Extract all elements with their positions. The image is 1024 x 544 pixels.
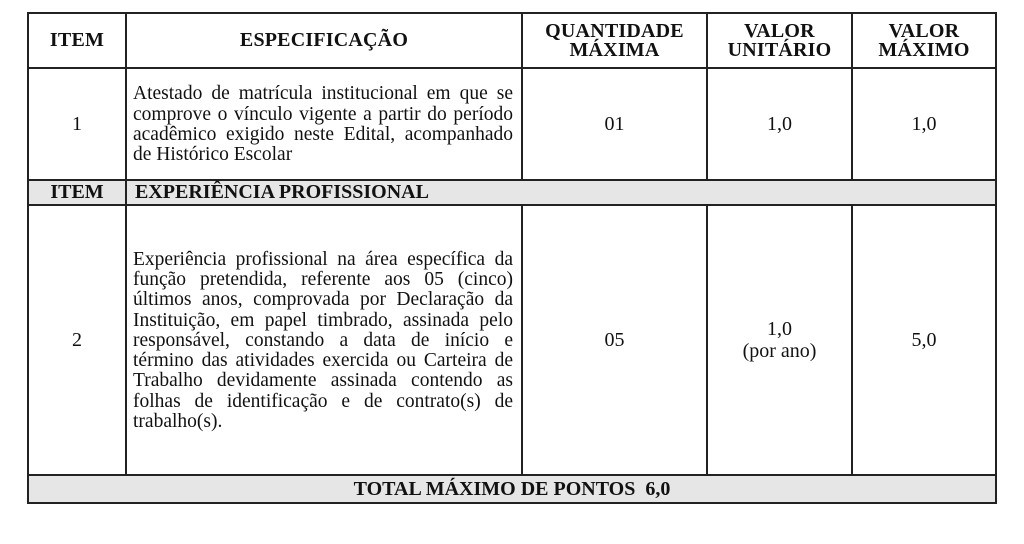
- header-unit-value: [707, 13, 852, 68]
- header-quantity-line1: QUANTIDADE: [545, 19, 684, 42]
- row-quantity: 05: [522, 205, 707, 475]
- header-quantity-line2: MÁXIMA: [569, 38, 660, 61]
- header-max-line2: MÁXIMO: [878, 38, 970, 61]
- header-quantity: [522, 13, 707, 68]
- row-max-value: 1,0: [852, 68, 996, 180]
- row-specification: Atestado de matrícula institucional em que se comprove o vínculo vigente a partir do período acadêmico exigido neste Edital, acompanhado de Histórico Escolar: [126, 68, 522, 180]
- row-specification: Experiência profissional na área específica da função pretendida, referente aos 05 (cinco) últimos anos, comprovada por Declaração da Instituição, em papel timbrado, assinada pelo responsável, constando a data de início e término das atividades exercida ou Carteira de Trabalho devidamente assinada contendo as folhas de identificação e de contrato(s) de trabalho(s).: [126, 205, 522, 475]
- row-unit-value-line1: 1,0: [767, 318, 792, 340]
- header-specification: ESPECIFICAÇÃO: [126, 13, 522, 68]
- row-item-number: 1: [28, 68, 126, 180]
- row-item-number: 2: [28, 205, 126, 475]
- table-row: [28, 68, 996, 180]
- row-unit-value: [707, 205, 852, 475]
- section-title: EXPERIÊNCIA PROFISSIONAL: [126, 180, 996, 205]
- scoring-table: [27, 12, 997, 504]
- total-points: TOTAL MÁXIMO DE PONTOS 6,0: [28, 475, 996, 503]
- total-row: [28, 475, 996, 503]
- header-item: ITEM: [28, 13, 126, 68]
- row-unit-value-line1: 1,0: [767, 113, 792, 135]
- header-unit-line2: UNITÁRIO: [727, 38, 832, 61]
- table-row: [28, 205, 996, 475]
- row-unit-value-line2: (por ano): [742, 340, 817, 362]
- header-row: [28, 13, 996, 68]
- section-header-row: [28, 180, 996, 205]
- section-item-label: ITEM: [28, 180, 126, 205]
- header-unit-line1: VALOR: [744, 19, 815, 42]
- header-max-value: [852, 13, 996, 68]
- row-max-value: 5,0: [852, 205, 996, 475]
- row-unit-value: [707, 68, 852, 180]
- row-quantity: 01: [522, 68, 707, 180]
- header-max-line1: VALOR: [888, 19, 960, 42]
